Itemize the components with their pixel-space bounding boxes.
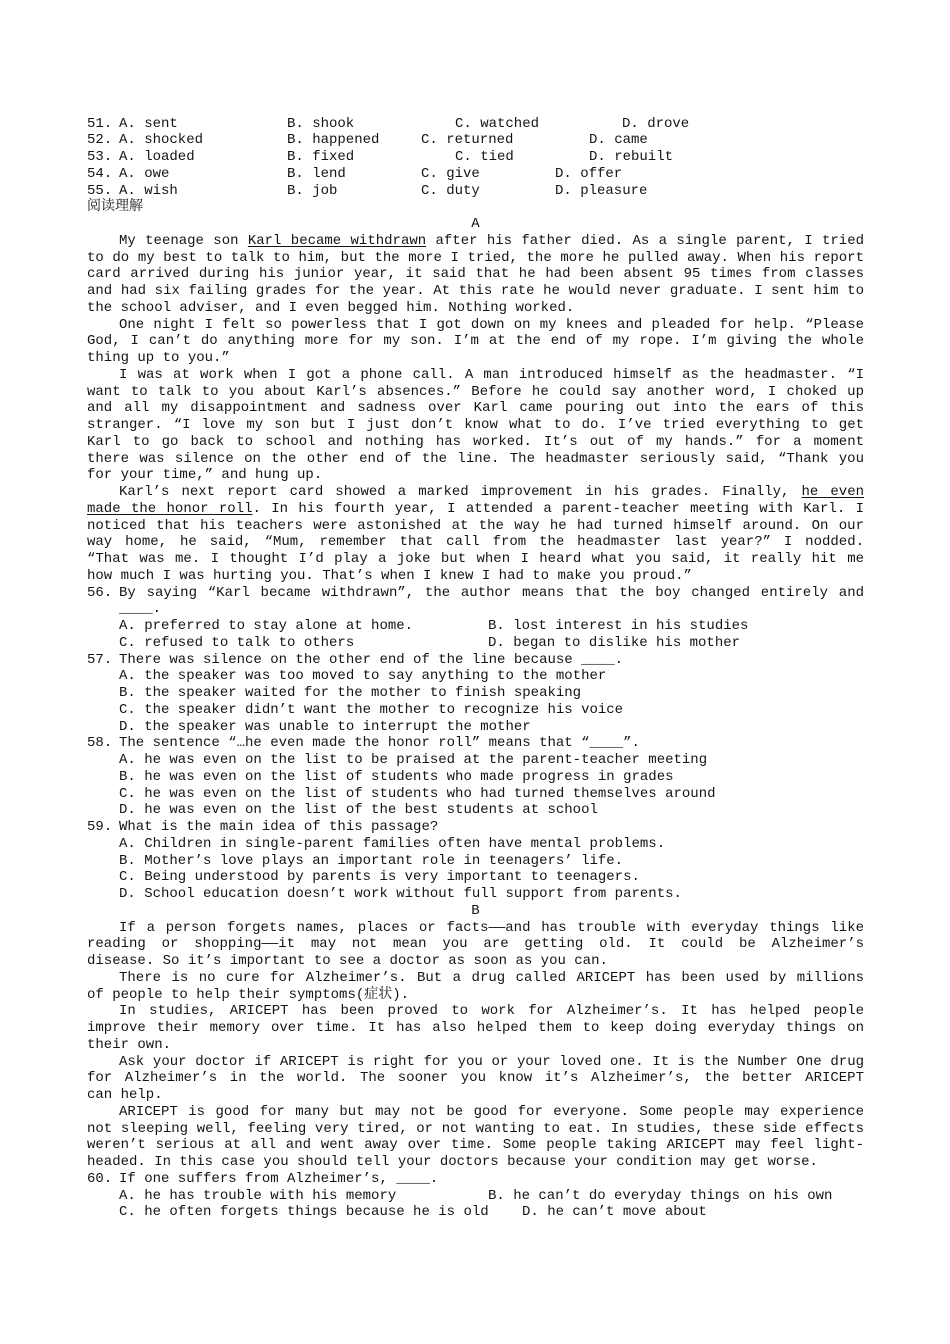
- option-a: A. shocked: [119, 132, 204, 149]
- paragraph: [87, 367, 864, 484]
- option-d: D. offer: [555, 165, 623, 182]
- question-number: 60.: [87, 1170, 113, 1187]
- question-number: 55.: [87, 182, 113, 199]
- passage-line: improve their memory over time. It has also helped them to keep doing everyday things on: [87, 1020, 864, 1037]
- question-number: 53.: [87, 149, 113, 166]
- question-57: [87, 652, 864, 736]
- option-c: C. Being understood by parents is very important to teenagers.: [119, 869, 640, 886]
- passage-label: A: [471, 216, 480, 233]
- passage-line: thing up to you.”: [87, 350, 230, 367]
- text-segment: My teenage son: [119, 232, 248, 249]
- passage-line: card arrived during his junior year, it said that he had been absent 95 times from classes: [87, 266, 864, 283]
- passage-line: Ask your doctor if ARICEPT is right for you or your loved one. It is the Number One drug: [119, 1053, 864, 1070]
- exam-page: [87, 116, 864, 1222]
- question-number: 51.: [87, 115, 113, 132]
- option-b: B. fixed: [287, 149, 355, 166]
- paragraph: [87, 970, 864, 1004]
- option-c: C. the speaker didn’t want the mother to recognize his voice: [119, 701, 624, 718]
- underlined-phrase: made the honor roll: [87, 500, 253, 517]
- passage-line: their own.: [87, 1036, 172, 1053]
- option-a: A. the speaker was too moved to say anything to the mother: [119, 668, 607, 685]
- option-a: A. Children in single-parent families often have mental problems.: [119, 835, 666, 852]
- question-number: 59.: [87, 819, 113, 836]
- option-b: B. job: [287, 182, 338, 199]
- option-d: D. began to dislike his mother: [488, 634, 741, 651]
- passage-line: for your time,” and hung up.: [87, 467, 323, 484]
- option-c: C. he often forgets things because he is old: [119, 1204, 489, 1221]
- question-58: [87, 735, 864, 819]
- option-d: D. rebuilt: [589, 149, 674, 166]
- option-d: D. he was even on the list of the best students at school: [119, 802, 598, 819]
- option-a: A. he was even on the list to be praised at the parent-teacher meeting: [119, 752, 708, 769]
- question-stem: There was silence on the other end of the line because ____.: [119, 651, 624, 668]
- text-segment: Karl’s next report card showed a marked improvement in his grades. Finally,: [119, 484, 802, 501]
- option-d: D. he can’t move about: [522, 1204, 707, 1221]
- passage-line: There is no cure for Alzheimer’s. But a drug called ARICEPT has been used by millions: [119, 969, 864, 986]
- question-number: 54.: [87, 165, 113, 182]
- passage-line: disease. So it’s important to see a doctor as soon as you can.: [87, 953, 608, 970]
- option-a: A. sent: [119, 115, 178, 132]
- passage-line: weren’t serious at all and went away over time. Some people taking ARICEPT may feel light-: [87, 1137, 864, 1154]
- question-56: [87, 585, 864, 652]
- paragraph: [87, 1054, 864, 1104]
- option-c: C. watched: [455, 115, 540, 132]
- option-b: B. lost interest in his studies: [488, 618, 749, 635]
- option-a: A. loaded: [119, 149, 195, 166]
- option-a: A. he has trouble with his memory: [119, 1187, 397, 1204]
- passage-line: [87, 501, 864, 518]
- passage-line: One night I felt so powerless that I got down on my knees and pleaded for help. “Please: [119, 316, 864, 333]
- passage-line: In studies, ARICEPT has been proved to work for Alzheimer’s. It has helped people: [119, 1003, 864, 1020]
- option-c: C. give: [421, 165, 480, 182]
- cloze-row: [87, 132, 864, 149]
- option-a: A. owe: [119, 165, 170, 182]
- text-segment: after his father died. As a single parent, I tried: [426, 232, 864, 249]
- cloze-options: [87, 116, 864, 200]
- cloze-row: [87, 166, 864, 183]
- underlined-phrase: he even: [801, 484, 864, 501]
- option-d: D. came: [589, 132, 648, 149]
- passage-line: way home, he said, “Mum, remember that call from the headmaster last year?” I nodded.: [87, 534, 864, 551]
- passage-line: the school adviser, and I even begged him. Nothing worked.: [87, 299, 575, 316]
- option-a: A. preferred to stay alone at home.: [119, 618, 414, 635]
- option-b: B. Mother’s love plays an important role in teenagers’ life.: [119, 852, 624, 869]
- passage-line: to do my best to talk to him, but the more I tried, the more he pulled away. When his report: [87, 249, 864, 266]
- passage-line: If a person forgets names, places or facts——and has trouble with everyday things like: [119, 919, 864, 936]
- passage-line: not sleeping well, feeling very tired, or not wanting to eat. In studies, these side effects: [87, 1120, 864, 1137]
- passage-line: Karl to go back to school and nothing has worked. It’s out of my hands.” for a moment: [87, 433, 864, 450]
- option-d: D. pleasure: [555, 182, 648, 199]
- option-c: C. duty: [421, 182, 480, 199]
- option-row: [87, 1188, 864, 1205]
- question-stem: By saying “Karl became withdrawn”, the author means that the boy changed entirely and: [119, 584, 864, 601]
- passage-line: reading or shopping——it may not mean you are getting old. It could be Alzheimer’s: [87, 936, 864, 953]
- option-d: D. the speaker was unable to interrupt the mother: [119, 718, 531, 735]
- option-c: C. he was even on the list of students who had turned themselves around: [119, 785, 716, 802]
- paragraph: [87, 233, 864, 317]
- passage-line: stranger. “I love my son but I just don’t know what to do. I’ve tried everything to get: [87, 417, 864, 434]
- option-a: A. wish: [119, 182, 178, 199]
- question-number: 57.: [87, 651, 113, 668]
- cloze-row: [87, 149, 864, 166]
- question-number: 56.: [87, 584, 113, 601]
- passage-b: [87, 903, 864, 1171]
- option-row: [87, 635, 864, 652]
- question-60: [87, 1171, 864, 1221]
- question-stem: ____.: [119, 601, 162, 618]
- option-d: D. School education doesn’t work without full support from parents.: [119, 886, 682, 903]
- option-b: B. the speaker waited for the mother to finish speaking: [119, 685, 582, 702]
- option-d: D. drove: [622, 115, 690, 132]
- option-b: B. he can’t do everyday things on his own: [488, 1187, 833, 1204]
- text-segment: . In his fourth year, I attended a parent-teacher meeting with Karl. I: [252, 500, 864, 517]
- paragraph: [87, 920, 864, 970]
- passage-line: I was at work when I got a phone call. A man introduced himself as the headmaster. “I: [119, 366, 864, 383]
- passage-line: of people to help their symptoms(症状).: [87, 986, 410, 1003]
- passage-line: “That was me. I thought I’d play a joke but when I heard what you said, it really hit me: [87, 551, 864, 568]
- passage-a: [87, 216, 864, 585]
- question-stem: If one suffers from Alzheimer’s, ____.: [119, 1170, 439, 1187]
- question-59: [87, 819, 864, 903]
- passage-line: for Alzheimer’s in the world. The sooner you know it’s Alzheimer’s, the better ARICEPT: [87, 1070, 864, 1087]
- question-number: 52.: [87, 132, 113, 149]
- passage-line: ARICEPT is good for many but may not be good for everyone. Some people may experience: [119, 1103, 864, 1120]
- paragraph: [87, 484, 864, 585]
- option-c: C. tied: [455, 149, 514, 166]
- option-c: C. returned: [421, 132, 514, 149]
- question-stem: The sentence “…he even made the honor roll” means that “____”.: [119, 735, 640, 752]
- option-row: [87, 1204, 864, 1221]
- passage-line: there was silence on the other end of the line. The headmaster seriously said, “Thank you: [87, 450, 864, 467]
- passage-line: noticed that his teachers were astonished at the way he had turned himself around. On our: [87, 517, 864, 534]
- passage-line: [87, 233, 864, 250]
- passage-line: can help.: [87, 1087, 163, 1104]
- paragraph: [87, 1003, 864, 1053]
- passage-line: [87, 484, 864, 501]
- paragraph: [87, 317, 864, 367]
- passage-line: God, I can’t do anything more for my son. I’m at the end of my rope. I’m giving the whole: [87, 333, 864, 350]
- underlined-phrase: Karl became withdrawn: [247, 232, 427, 249]
- passage-line: want to talk to you about Karl’s absences.” Before he could say another word, I choked up: [87, 383, 864, 400]
- question-number: 58.: [87, 735, 113, 752]
- cloze-row: [87, 183, 864, 200]
- question-stem: What is the main idea of this passage?: [119, 819, 439, 836]
- paragraph: [87, 1104, 864, 1171]
- option-row: [87, 618, 864, 635]
- passage-line: and all my disappointment and sadness over Karl came pouring out into the ears of this: [87, 400, 864, 417]
- passage-line: how much I was hurting you. That’s when I knew I had to make you proud.”: [87, 567, 692, 584]
- option-b: B. lend: [287, 165, 346, 182]
- option-b: B. happened: [287, 132, 380, 149]
- passage-label: B: [471, 902, 480, 919]
- option-b: B. he was even on the list of students who made progress in grades: [119, 768, 674, 785]
- section-heading: 阅读理解: [87, 199, 143, 216]
- option-b: B. shook: [287, 115, 355, 132]
- passage-line: and had six failing grades for the year. At this rate he would never graduate. I sent him to: [87, 283, 864, 300]
- option-c: C. refused to talk to others: [119, 634, 355, 651]
- passage-line: headed. In this case you should tell your doctors because your condition may get worse.: [87, 1154, 818, 1171]
- cloze-row: [87, 116, 864, 133]
